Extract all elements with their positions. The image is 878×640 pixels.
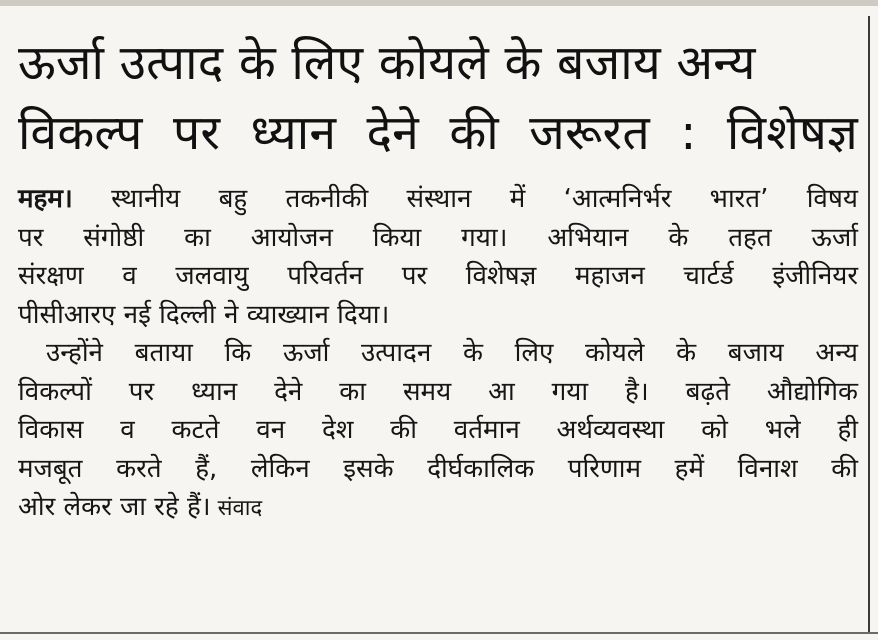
paragraph-2-line-4: मजबूत करते हैं, लेकिन इसके दीर्घकालिक परिणाम हमें विनाश की bbox=[18, 453, 858, 484]
paragraph-2-line-3: विकास व कटते वन देश की वर्तमान अर्थव्यवस्था को भले ही bbox=[18, 415, 858, 445]
article bbox=[18, 28, 858, 529]
paragraph-1-line-1 bbox=[18, 180, 858, 219]
paragraph-1-line-3: संरक्षण व जलवायु परिवर्तन पर विशेषज्ञ महाजन चार्टर्ड इंजीनियर bbox=[18, 261, 858, 291]
paragraph-1-line-1-text: स्थानीय बहु तकनीकी संस्थान में ‘आत्मनिर्भर भारत’ विषय bbox=[72, 184, 858, 214]
headline bbox=[18, 28, 858, 168]
paragraph-2-line-1: उन्होंने बताया कि ऊर्जा उत्पादन के लिए कोयले के बजाय अन्य bbox=[46, 338, 858, 368]
paragraph-2-line-5 bbox=[18, 488, 858, 529]
headline-line-1: ऊर्जा उत्पाद के लिए कोयले के बजाय अन्य bbox=[18, 35, 756, 91]
paragraph-2-line-5-text: ओर लेकर जा रहे हैं। bbox=[18, 492, 211, 522]
dateline: महम। bbox=[18, 184, 73, 214]
paragraph-1-line-4: पीसीआरए नई दिल्ली ने व्याख्यान दिया। bbox=[18, 299, 390, 330]
article-body bbox=[18, 180, 858, 529]
paragraph-2 bbox=[18, 334, 858, 529]
byline-credit: संवाद bbox=[210, 496, 263, 521]
column-rule-bottom bbox=[0, 632, 878, 634]
paragraph-1-line-2: पर संगोष्ठी का आयोजन किया गया। अभियान के तहत ऊर्जा bbox=[18, 222, 858, 253]
paragraph-2-line-2: विकल्पों पर ध्यान देने का समय आ गया है। बढ़ते औद्योगिक bbox=[18, 376, 858, 407]
top-border bbox=[0, 0, 878, 6]
paragraph-1 bbox=[18, 180, 858, 334]
column-rule-right bbox=[868, 16, 870, 632]
headline-line-2: विकल्प पर ध्यान देने की जरूरत : विशेषज्ञ bbox=[18, 105, 858, 161]
